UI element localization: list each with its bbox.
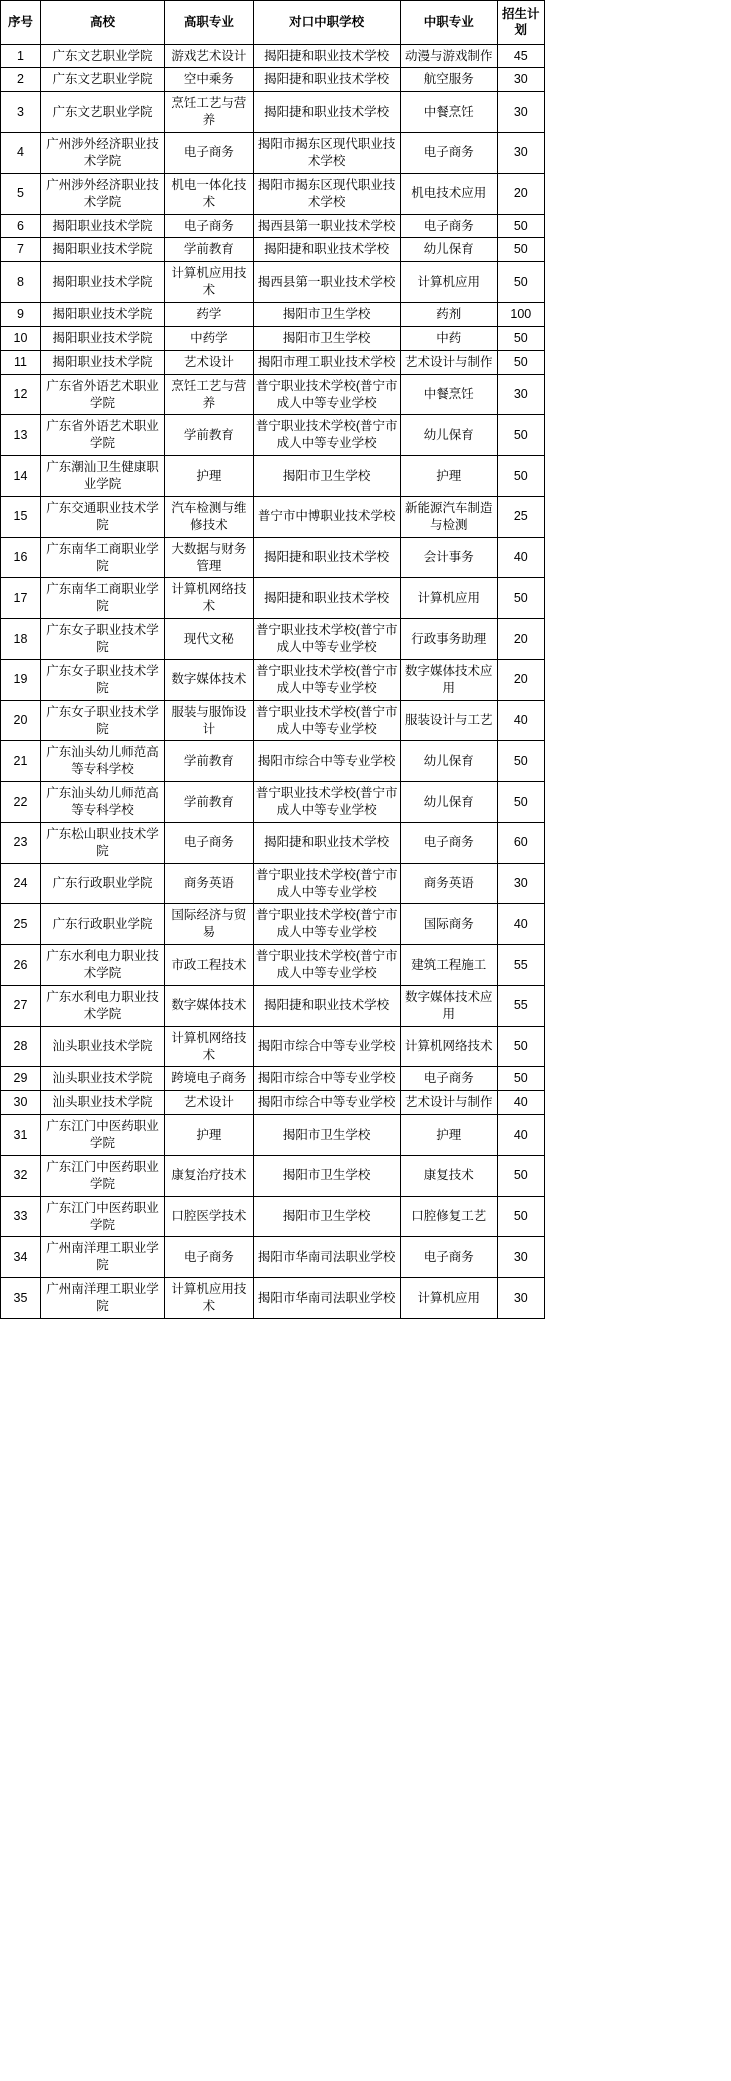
cell-enrollment-plan: 50 [497,1067,544,1091]
cell-vocational-major: 艺术设计 [165,350,253,374]
cell-secondary-major: 新能源汽车制造与检测 [400,496,497,537]
table-row [1,1196,545,1237]
table-row [1,619,545,660]
cell-college: 广东江门中医药职业学院 [40,1196,164,1237]
cell-college: 广东行政职业学院 [40,904,164,945]
cell-index: 8 [1,262,41,303]
column-header-secondary-major: 中职专业 [400,1,497,45]
cell-partner-school: 揭阳市华南司法职业学校 [253,1237,400,1278]
table-row [1,1115,545,1156]
cell-enrollment-plan: 50 [497,741,544,782]
table-row [1,782,545,823]
cell-partner-school: 揭阳捷和职业技术学校 [253,578,400,619]
table-row [1,904,545,945]
cell-index: 32 [1,1155,41,1196]
cell-partner-school: 普宁职业技术学校(普宁市成人中等专业学校 [253,619,400,660]
cell-college: 揭阳职业技术学院 [40,214,164,238]
cell-vocational-major: 大数据与财务管理 [165,537,253,578]
cell-college: 广东行政职业学院 [40,863,164,904]
cell-vocational-major: 电子商务 [165,822,253,863]
cell-college: 汕头职业技术学院 [40,1026,164,1067]
table-row [1,700,545,741]
table-row [1,659,545,700]
cell-college: 广东女子职业技术学院 [40,700,164,741]
cell-index: 34 [1,1237,41,1278]
cell-partner-school: 普宁职业技术学校(普宁市成人中等专业学校 [253,700,400,741]
cell-secondary-major: 幼儿保育 [400,415,497,456]
cell-vocational-major: 烹饪工艺与营养 [165,374,253,415]
cell-secondary-major: 药剂 [400,303,497,327]
table-row [1,578,545,619]
cell-index: 4 [1,133,41,174]
cell-secondary-major: 国际商务 [400,904,497,945]
cell-vocational-major: 现代文秘 [165,619,253,660]
column-header-vocational-major: 高职专业 [165,1,253,45]
cell-college: 广东汕头幼儿师范高等专科学校 [40,741,164,782]
table-row [1,1237,545,1278]
cell-enrollment-plan: 40 [497,537,544,578]
table-body [1,44,545,1318]
cell-secondary-major: 电子商务 [400,1067,497,1091]
table-row [1,326,545,350]
table-row [1,415,545,456]
cell-index: 12 [1,374,41,415]
cell-vocational-major: 计算机应用技术 [165,1278,253,1319]
cell-secondary-major: 数字媒体技术应用 [400,985,497,1026]
cell-partner-school: 揭阳市综合中等专业学校 [253,1091,400,1115]
cell-index: 19 [1,659,41,700]
cell-partner-school: 揭西县第一职业技术学校 [253,214,400,238]
cell-partner-school: 揭阳市华南司法职业学校 [253,1278,400,1319]
table-row [1,1091,545,1115]
cell-college: 汕头职业技术学院 [40,1091,164,1115]
cell-enrollment-plan: 30 [497,92,544,133]
table-row [1,44,545,68]
cell-vocational-major: 国际经济与贸易 [165,904,253,945]
cell-index: 9 [1,303,41,327]
cell-enrollment-plan: 55 [497,985,544,1026]
cell-vocational-major: 计算机应用技术 [165,262,253,303]
table-row [1,238,545,262]
table-row [1,1026,545,1067]
cell-enrollment-plan: 100 [497,303,544,327]
cell-partner-school: 揭阳捷和职业技术学校 [253,537,400,578]
cell-enrollment-plan: 50 [497,238,544,262]
cell-secondary-major: 电子商务 [400,214,497,238]
cell-secondary-major: 艺术设计与制作 [400,1091,497,1115]
cell-index: 2 [1,68,41,92]
cell-index: 25 [1,904,41,945]
cell-vocational-major: 护理 [165,1115,253,1156]
cell-vocational-major: 数字媒体技术 [165,985,253,1026]
cell-college: 广东潮汕卫生健康职业学院 [40,456,164,497]
cell-index: 17 [1,578,41,619]
column-header-enrollment-plan: 招生计划 [497,1,544,45]
table-row [1,92,545,133]
cell-partner-school: 揭阳市揭东区现代职业技术学校 [253,133,400,174]
cell-enrollment-plan: 50 [497,1155,544,1196]
cell-partner-school: 普宁市中博职业技术学校 [253,496,400,537]
cell-college: 广东水利电力职业技术学院 [40,945,164,986]
cell-college: 广东汕头幼儿师范高等专科学校 [40,782,164,823]
cell-college: 揭阳职业技术学院 [40,326,164,350]
cell-index: 11 [1,350,41,374]
cell-index: 21 [1,741,41,782]
table-row [1,214,545,238]
cell-enrollment-plan: 60 [497,822,544,863]
cell-index: 6 [1,214,41,238]
cell-enrollment-plan: 20 [497,659,544,700]
cell-vocational-major: 学前教育 [165,782,253,823]
cell-index: 3 [1,92,41,133]
cell-college: 揭阳职业技术学院 [40,238,164,262]
cell-index: 23 [1,822,41,863]
column-header-college: 高校 [40,1,164,45]
cell-college: 广东文艺职业学院 [40,92,164,133]
table-row [1,945,545,986]
cell-index: 7 [1,238,41,262]
cell-secondary-major: 康复技术 [400,1155,497,1196]
cell-college: 广东交通职业技术学院 [40,496,164,537]
cell-college: 广东省外语艺术职业学院 [40,374,164,415]
cell-partner-school: 普宁职业技术学校(普宁市成人中等专业学校 [253,659,400,700]
cell-secondary-major: 商务英语 [400,863,497,904]
cell-secondary-major: 护理 [400,456,497,497]
cell-college: 广东省外语艺术职业学院 [40,415,164,456]
cell-partner-school: 揭阳市理工职业技术学校 [253,350,400,374]
cell-enrollment-plan: 50 [497,578,544,619]
cell-college: 广州涉外经济职业技术学院 [40,133,164,174]
cell-vocational-major: 商务英语 [165,863,253,904]
cell-vocational-major: 服装与服饰设计 [165,700,253,741]
cell-index: 1 [1,44,41,68]
cell-enrollment-plan: 50 [497,326,544,350]
cell-enrollment-plan: 50 [497,782,544,823]
cell-secondary-major: 护理 [400,1115,497,1156]
cell-partner-school: 揭阳市卫生学校 [253,1196,400,1237]
cell-college: 汕头职业技术学院 [40,1067,164,1091]
table-row [1,537,545,578]
cell-enrollment-plan: 50 [497,350,544,374]
cell-college: 广东南华工商职业学院 [40,578,164,619]
cell-enrollment-plan: 40 [497,700,544,741]
cell-partner-school: 揭阳捷和职业技术学校 [253,822,400,863]
cell-enrollment-plan: 40 [497,1091,544,1115]
cell-secondary-major: 中餐烹饪 [400,374,497,415]
cell-college: 广东南华工商职业学院 [40,537,164,578]
table-row [1,863,545,904]
cell-vocational-major: 计算机网络技术 [165,1026,253,1067]
cell-secondary-major: 计算机网络技术 [400,1026,497,1067]
table-row [1,68,545,92]
cell-college: 揭阳职业技术学院 [40,262,164,303]
cell-index: 20 [1,700,41,741]
cell-college: 广东江门中医药职业学院 [40,1155,164,1196]
cell-college: 广东水利电力职业技术学院 [40,985,164,1026]
cell-partner-school: 揭阳捷和职业技术学校 [253,238,400,262]
table-row [1,1067,545,1091]
cell-index: 14 [1,456,41,497]
cell-vocational-major: 跨境电子商务 [165,1067,253,1091]
cell-partner-school: 揭阳市卫生学校 [253,456,400,497]
cell-index: 10 [1,326,41,350]
cell-college: 广东女子职业技术学院 [40,619,164,660]
enrollment-plan-table [0,0,545,1319]
cell-enrollment-plan: 30 [497,68,544,92]
cell-enrollment-plan: 25 [497,496,544,537]
cell-secondary-major: 计算机应用 [400,578,497,619]
cell-secondary-major: 计算机应用 [400,262,497,303]
cell-college: 揭阳职业技术学院 [40,303,164,327]
cell-partner-school: 揭阳市综合中等专业学校 [253,1026,400,1067]
cell-secondary-major: 电子商务 [400,1237,497,1278]
column-header-partner-school: 对口中职学校 [253,1,400,45]
cell-secondary-major: 数字媒体技术应用 [400,659,497,700]
table-row [1,496,545,537]
cell-index: 24 [1,863,41,904]
cell-enrollment-plan: 20 [497,619,544,660]
cell-index: 35 [1,1278,41,1319]
cell-vocational-major: 电子商务 [165,1237,253,1278]
table-row [1,822,545,863]
cell-vocational-major: 数字媒体技术 [165,659,253,700]
cell-vocational-major: 艺术设计 [165,1091,253,1115]
cell-partner-school: 揭西县第一职业技术学校 [253,262,400,303]
table-header-row [1,1,545,45]
cell-index: 16 [1,537,41,578]
cell-enrollment-plan: 50 [497,1196,544,1237]
cell-secondary-major: 航空服务 [400,68,497,92]
cell-vocational-major: 学前教育 [165,741,253,782]
cell-enrollment-plan: 30 [497,133,544,174]
cell-college: 广东文艺职业学院 [40,68,164,92]
cell-index: 15 [1,496,41,537]
table-row [1,303,545,327]
cell-college: 广州涉外经济职业技术学院 [40,173,164,214]
cell-secondary-major: 幼儿保育 [400,782,497,823]
cell-enrollment-plan: 30 [497,1278,544,1319]
cell-index: 22 [1,782,41,823]
cell-vocational-major: 汽车检测与维修技术 [165,496,253,537]
cell-secondary-major: 电子商务 [400,822,497,863]
cell-index: 33 [1,1196,41,1237]
cell-secondary-major: 幼儿保育 [400,238,497,262]
cell-enrollment-plan: 30 [497,374,544,415]
table-header [1,1,545,45]
cell-vocational-major: 机电一体化技术 [165,173,253,214]
cell-vocational-major: 学前教育 [165,415,253,456]
cell-secondary-major: 机电技术应用 [400,173,497,214]
table-row [1,350,545,374]
table-row [1,133,545,174]
cell-college: 广东文艺职业学院 [40,44,164,68]
cell-partner-school: 揭阳市卫生学校 [253,1155,400,1196]
cell-vocational-major: 游戏艺术设计 [165,44,253,68]
cell-enrollment-plan: 50 [497,1026,544,1067]
cell-vocational-major: 电子商务 [165,214,253,238]
cell-secondary-major: 幼儿保育 [400,741,497,782]
cell-college: 广州南洋理工职业学院 [40,1237,164,1278]
cell-partner-school: 揭阳市揭东区现代职业技术学校 [253,173,400,214]
cell-vocational-major: 口腔医学技术 [165,1196,253,1237]
cell-college: 揭阳职业技术学院 [40,350,164,374]
cell-secondary-major: 行政事务助理 [400,619,497,660]
cell-secondary-major: 建筑工程施工 [400,945,497,986]
table-row [1,985,545,1026]
cell-partner-school: 揭阳捷和职业技术学校 [253,92,400,133]
cell-partner-school: 普宁职业技术学校(普宁市成人中等专业学校 [253,374,400,415]
cell-index: 29 [1,1067,41,1091]
cell-enrollment-plan: 30 [497,863,544,904]
cell-secondary-major: 中餐烹饪 [400,92,497,133]
cell-vocational-major: 烹饪工艺与营养 [165,92,253,133]
cell-college: 广东松山职业技术学院 [40,822,164,863]
cell-vocational-major: 药学 [165,303,253,327]
cell-secondary-major: 电子商务 [400,133,497,174]
cell-index: 30 [1,1091,41,1115]
cell-secondary-major: 会计事务 [400,537,497,578]
cell-enrollment-plan: 50 [497,456,544,497]
cell-enrollment-plan: 40 [497,904,544,945]
cell-partner-school: 揭阳市卫生学校 [253,326,400,350]
cell-vocational-major: 空中乘务 [165,68,253,92]
cell-enrollment-plan: 30 [497,1237,544,1278]
cell-partner-school: 揭阳市综合中等专业学校 [253,1067,400,1091]
cell-vocational-major: 电子商务 [165,133,253,174]
cell-secondary-major: 艺术设计与制作 [400,350,497,374]
cell-secondary-major: 口腔修复工艺 [400,1196,497,1237]
cell-partner-school: 普宁职业技术学校(普宁市成人中等专业学校 [253,945,400,986]
cell-partner-school: 揭阳市综合中等专业学校 [253,741,400,782]
cell-enrollment-plan: 50 [497,415,544,456]
cell-partner-school: 揭阳市卫生学校 [253,303,400,327]
cell-college: 广东女子职业技术学院 [40,659,164,700]
cell-index: 26 [1,945,41,986]
cell-enrollment-plan: 50 [497,262,544,303]
cell-vocational-major: 护理 [165,456,253,497]
table-row [1,1278,545,1319]
cell-enrollment-plan: 55 [497,945,544,986]
cell-college: 广州南洋理工职业学院 [40,1278,164,1319]
cell-index: 31 [1,1115,41,1156]
cell-vocational-major: 市政工程技术 [165,945,253,986]
cell-vocational-major: 学前教育 [165,238,253,262]
column-header-index: 序号 [1,1,41,45]
cell-secondary-major: 中药 [400,326,497,350]
cell-partner-school: 普宁职业技术学校(普宁市成人中等专业学校 [253,863,400,904]
cell-secondary-major: 服装设计与工艺 [400,700,497,741]
table-row [1,456,545,497]
cell-index: 5 [1,173,41,214]
table-row [1,262,545,303]
table-row [1,1155,545,1196]
cell-partner-school: 揭阳捷和职业技术学校 [253,68,400,92]
cell-secondary-major: 计算机应用 [400,1278,497,1319]
cell-enrollment-plan: 40 [497,1115,544,1156]
cell-secondary-major: 动漫与游戏制作 [400,44,497,68]
cell-enrollment-plan: 20 [497,173,544,214]
cell-vocational-major: 康复治疗技术 [165,1155,253,1196]
table-row [1,173,545,214]
cell-vocational-major: 计算机网络技术 [165,578,253,619]
cell-enrollment-plan: 45 [497,44,544,68]
cell-enrollment-plan: 50 [497,214,544,238]
cell-partner-school: 揭阳捷和职业技术学校 [253,985,400,1026]
table-row [1,374,545,415]
cell-vocational-major: 中药学 [165,326,253,350]
cell-index: 18 [1,619,41,660]
cell-index: 28 [1,1026,41,1067]
table-row [1,741,545,782]
cell-index: 27 [1,985,41,1026]
cell-college: 广东江门中医药职业学院 [40,1115,164,1156]
cell-partner-school: 普宁职业技术学校(普宁市成人中等专业学校 [253,782,400,823]
cell-partner-school: 普宁职业技术学校(普宁市成人中等专业学校 [253,415,400,456]
cell-partner-school: 揭阳捷和职业技术学校 [253,44,400,68]
cell-partner-school: 揭阳市卫生学校 [253,1115,400,1156]
cell-index: 13 [1,415,41,456]
cell-partner-school: 普宁职业技术学校(普宁市成人中等专业学校 [253,904,400,945]
